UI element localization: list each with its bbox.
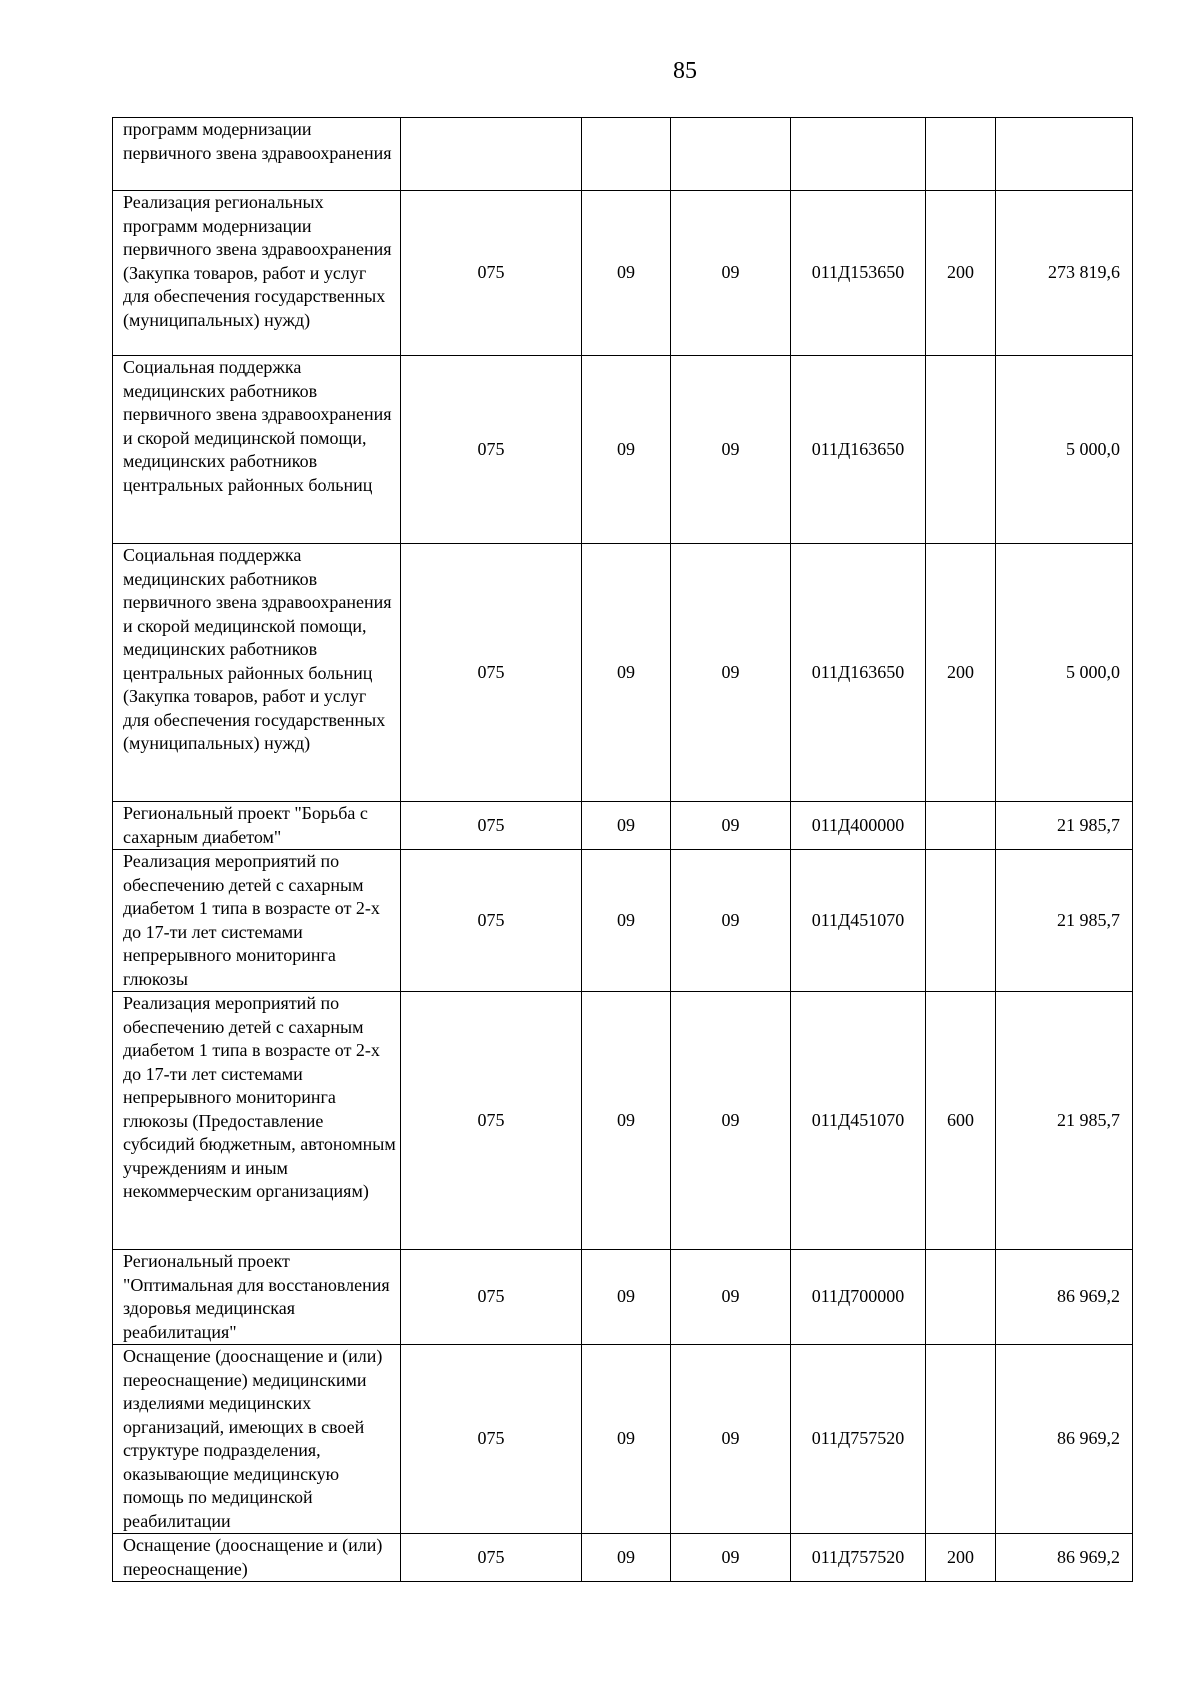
subsection-code: 09	[671, 1534, 791, 1582]
expense-type	[926, 1345, 996, 1534]
expense-type	[926, 118, 996, 191]
target-article: 011Д153650	[791, 191, 926, 356]
expense-type: 200	[926, 1534, 996, 1582]
row-name: Социальная поддержка медицинских работников первичного звена здравоохранения и скорой медицинской помощи, медицинских работников центральных районных больниц	[113, 356, 401, 544]
expense-type: 200	[926, 544, 996, 802]
table-row	[113, 1345, 1133, 1534]
ministry-code: 075	[401, 850, 582, 992]
ministry-code	[401, 118, 582, 191]
ministry-code: 075	[401, 356, 582, 544]
amount: 273 819,6	[996, 191, 1133, 356]
table-row	[113, 802, 1133, 850]
ministry-code: 075	[401, 802, 582, 850]
section-code: 09	[582, 802, 671, 850]
target-article: 011Д757520	[791, 1534, 926, 1582]
subsection-code: 09	[671, 356, 791, 544]
subsection-code: 09	[671, 802, 791, 850]
expense-type: 600	[926, 992, 996, 1250]
section-code: 09	[582, 1534, 671, 1582]
ministry-code: 075	[401, 1250, 582, 1345]
subsection-code: 09	[671, 1250, 791, 1345]
expense-type	[926, 850, 996, 992]
table-row	[113, 544, 1133, 802]
subsection-code	[671, 118, 791, 191]
subsection-code: 09	[671, 992, 791, 1250]
table-row	[113, 356, 1133, 544]
row-name: Реализация региональных программ модернизации первичного звена здравоохранения (Закупка товаров, работ и услуг для обеспечения государственных (муниципальных) нужд)	[113, 191, 401, 356]
row-name: Реализация мероприятий по обеспечению детей с сахарным диабетом 1 типа в возрасте от 2-х до 17-ти лет системами непрерывного мониторинга глюкозы	[113, 850, 401, 992]
target-article: 011Д163650	[791, 544, 926, 802]
row-name: Оснащение (дооснащение и (или) переоснащение)	[113, 1534, 401, 1582]
section-code: 09	[582, 191, 671, 356]
section-code: 09	[582, 1250, 671, 1345]
amount: 86 969,2	[996, 1345, 1133, 1534]
amount: 86 969,2	[996, 1534, 1133, 1582]
amount: 21 985,7	[996, 802, 1133, 850]
page-number: 85	[673, 58, 697, 84]
target-article: 011Д451070	[791, 992, 926, 1250]
expense-type	[926, 802, 996, 850]
table-row	[113, 191, 1133, 356]
subsection-code: 09	[671, 544, 791, 802]
amount: 5 000,0	[996, 544, 1133, 802]
table-row	[113, 850, 1133, 992]
target-article: 011Д163650	[791, 356, 926, 544]
ministry-code: 075	[401, 1534, 582, 1582]
ministry-code: 075	[401, 992, 582, 1250]
amount: 86 969,2	[996, 1250, 1133, 1345]
expense-type	[926, 1250, 996, 1345]
section-code: 09	[582, 356, 671, 544]
row-name: программ модернизации первичного звена здравоохранения	[113, 118, 401, 191]
row-name: Оснащение (дооснащение и (или) переоснащение) медицинскими изделиями медицинских организаций, имеющих в своей структуре подразделения, оказывающие медицинскую помощь по медицинской реабилитации	[113, 1345, 401, 1534]
target-article: 011Д757520	[791, 1345, 926, 1534]
table-row	[113, 1250, 1133, 1345]
subsection-code: 09	[671, 1345, 791, 1534]
amount: 21 985,7	[996, 850, 1133, 992]
expense-type: 200	[926, 191, 996, 356]
amount: 21 985,7	[996, 992, 1133, 1250]
budget-table	[112, 117, 1133, 1582]
expense-type	[926, 356, 996, 544]
section-code: 09	[582, 992, 671, 1250]
section-code: 09	[582, 1345, 671, 1534]
table-row	[113, 1534, 1133, 1582]
subsection-code: 09	[671, 850, 791, 992]
table-row	[113, 992, 1133, 1250]
table-row	[113, 118, 1133, 191]
target-article	[791, 118, 926, 191]
section-code	[582, 118, 671, 191]
amount	[996, 118, 1133, 191]
ministry-code: 075	[401, 191, 582, 356]
row-name: Социальная поддержка медицинских работников первичного звена здравоохранения и скорой медицинской помощи, медицинских работников центральных районных больниц (Закупка товаров, работ и услуг для обеспечения государственных (муниципальных) нужд)	[113, 544, 401, 802]
subsection-code: 09	[671, 191, 791, 356]
target-article: 011Д700000	[791, 1250, 926, 1345]
row-name: Региональный проект "Борьба с сахарным диабетом"	[113, 802, 401, 850]
target-article: 011Д451070	[791, 850, 926, 992]
row-name: Региональный проект "Оптимальная для восстановления здоровья медицинская реабилитация"	[113, 1250, 401, 1345]
amount: 5 000,0	[996, 356, 1133, 544]
target-article: 011Д400000	[791, 802, 926, 850]
section-code: 09	[582, 544, 671, 802]
ministry-code: 075	[401, 1345, 582, 1534]
section-code: 09	[582, 850, 671, 992]
row-name: Реализация мероприятий по обеспечению детей с сахарным диабетом 1 типа в возрасте от 2-х до 17-ти лет системами непрерывного мониторинга глюкозы (Предоставление субсидий бюджетным, автономным учреждениям и иным некоммерческим организациям)	[113, 992, 401, 1250]
ministry-code: 075	[401, 544, 582, 802]
